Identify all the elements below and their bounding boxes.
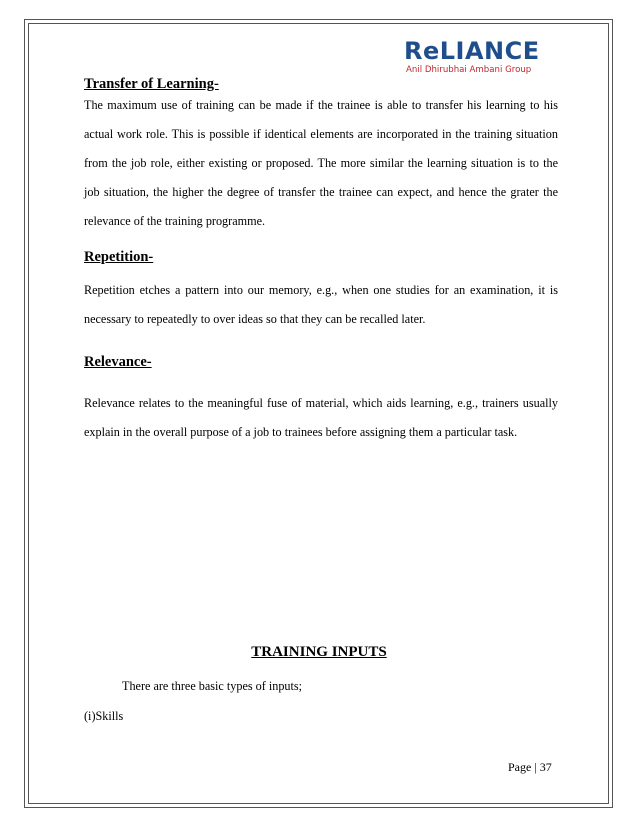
logo-subtitle: Anil Dhirubhai Ambani Group [406, 65, 532, 75]
logo-wordmark: ReLIANCE [404, 37, 540, 65]
reliance-logo [404, 38, 556, 80]
paragraph-repetition: Repetition etches a pattern into our memory, e.g., when one studies for an examination, it is necessary to repeatedly to over ideas so that they can be recalled later. [84, 283, 558, 326]
training-inputs-item-skills: (i)Skills [84, 709, 124, 723]
heading-repetition: Repetition- [84, 249, 154, 265]
heading-relevance: Relevance- [84, 354, 152, 370]
training-inputs-intro: There are three basic types of inputs; [122, 679, 303, 693]
paragraph-transfer-of-learning: The maximum use of training can be made if the trainee is able to transfer his learning to his actual work role. This is possible if identical elements are incorporated in the training situation from the job role, either existing or proposed. The more similar the learning situation is to the job situation, the higher the degree of transfer the trainee can expect, and hence the grater the relevance of the training programme. [84, 98, 558, 228]
paragraph-relevance: Relevance relates to the meaningful fuse of material, which aids learning, e.g., trainers usually explain in the overall purpose of a job to trainees before assigning them a particular task. [84, 396, 558, 439]
training-inputs-title [0, 644, 638, 661]
heading-transfer-of-learning: Transfer of Learning- [84, 76, 219, 92]
page-number: Page | 37 [508, 760, 552, 774]
training-inputs-title-text: TRAINING INPUTS [251, 644, 387, 660]
